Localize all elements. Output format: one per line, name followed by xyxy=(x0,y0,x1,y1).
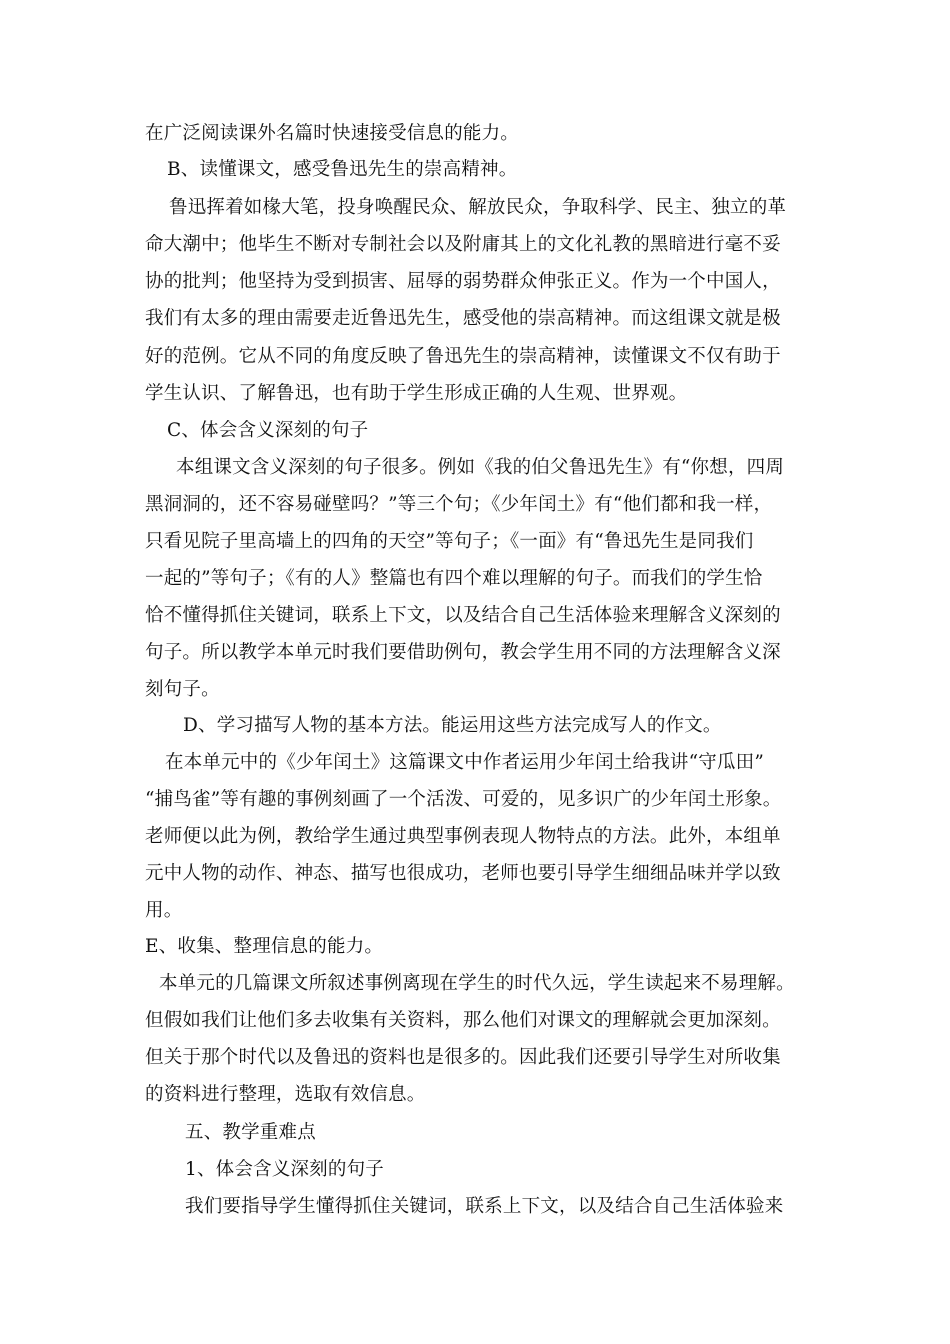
section-heading-e: E、收集、整理信息的能力。 xyxy=(145,936,384,957)
text-line: 学生认识、了解鲁迅，也有助于学生形成正确的人生观、世界观。 xyxy=(145,383,688,404)
text-line: 但关于那个时代以及鲁迅的资料也是很多的。因此我们还要引导学生对所收集 xyxy=(145,1047,781,1068)
text-line: “捕鸟雀”等有趣的事例刻画了一个活泼、可爱的，见多识广的少年闰土形象。 xyxy=(145,789,782,810)
text-line: 但假如我们让他们多去收集有关资料，那么他们对课文的理解就会更加深刻。 xyxy=(145,1010,781,1031)
section-heading-c: C、体会含义深刻的句子 xyxy=(167,420,369,441)
text-line: 好的范例。它从不同的角度反映了鲁迅先生的崇高精神，读懂课文不仅有助于 xyxy=(145,346,781,367)
text-line: 句子。所以教学本单元时我们要借助例句，教会学生用不同的方法理解含义深 xyxy=(145,642,781,663)
text-line: 只看见院子里高墙上的四角的天空”等句子；《一面》有“鲁迅先生是同我们 xyxy=(145,531,754,552)
text-line: 黑洞洞的，还不容易碰壁吗？”等三个句；《少年闰土》有“他们都和我一样， xyxy=(145,494,773,515)
text-line: 用。 xyxy=(145,900,183,921)
text-line: 元中人物的动作、神态、描写也很成功，老师也要引导学生细细品味并学以致 xyxy=(145,863,781,884)
subsection-heading-1: 1、体会含义深刻的句子 xyxy=(185,1159,384,1180)
text-line: 本单元的几篇课文所叙述事例离现在学生的时代久远，学生读起来不易理解。 xyxy=(159,973,795,994)
section-heading-five: 五、教学重难点 xyxy=(185,1122,316,1143)
text-line: 的资料进行整理，选取有效信息。 xyxy=(145,1084,426,1105)
text-line: 老师便以此为例，教给学生通过典型事例表现人物特点的方法。此外，本组单 xyxy=(145,826,781,847)
text-line: 刻句子。 xyxy=(145,679,220,700)
text-line: 协的批判；他坚持为受到损害、屈辱的弱势群众伸张正义。作为一个中国人， xyxy=(145,271,781,292)
text-line: 命大潮中；他毕生不断对专制社会以及附庸其上的文化礼教的黑暗进行毫不妥 xyxy=(145,234,781,255)
section-heading-d: D、学习描写人物的基本方法。能运用这些方法完成写人的作文。 xyxy=(183,715,722,736)
section-heading-b: B、读懂课文，感受鲁迅先生的崇高精神。 xyxy=(167,159,518,180)
text-line: 我们要指导学生懂得抓住关键词，联系上下文，以及结合自己生活体验来 xyxy=(185,1196,784,1217)
text-line: 在本单元中的《少年闰土》这篇课文中作者运用少年闰土给我讲“守瓜田” xyxy=(165,752,765,773)
text-line: 我们有太多的理由需要走近鲁迅先生，感受他的崇高精神。而这组课文就是极 xyxy=(145,308,781,329)
text-line: 在广泛阅读课外名篇时快速接受信息的能力。 xyxy=(145,123,520,144)
text-line: 恰不懂得抓住关键词，联系上下文，以及结合自己生活体验来理解含义深刻的 xyxy=(145,605,781,626)
text-line: 本组课文含义深刻的句子很多。例如《我的伯父鲁迅先生》有“你想，四周 xyxy=(176,457,785,478)
text-line: 鲁迅挥着如椽大笔，投身唤醒民众、解放民众，争取科学、民主、独立的革 xyxy=(169,197,787,218)
text-line: 一起的”等句子；《有的人》整篇也有四个难以理解的句子。而我们的学生恰 xyxy=(145,568,763,589)
